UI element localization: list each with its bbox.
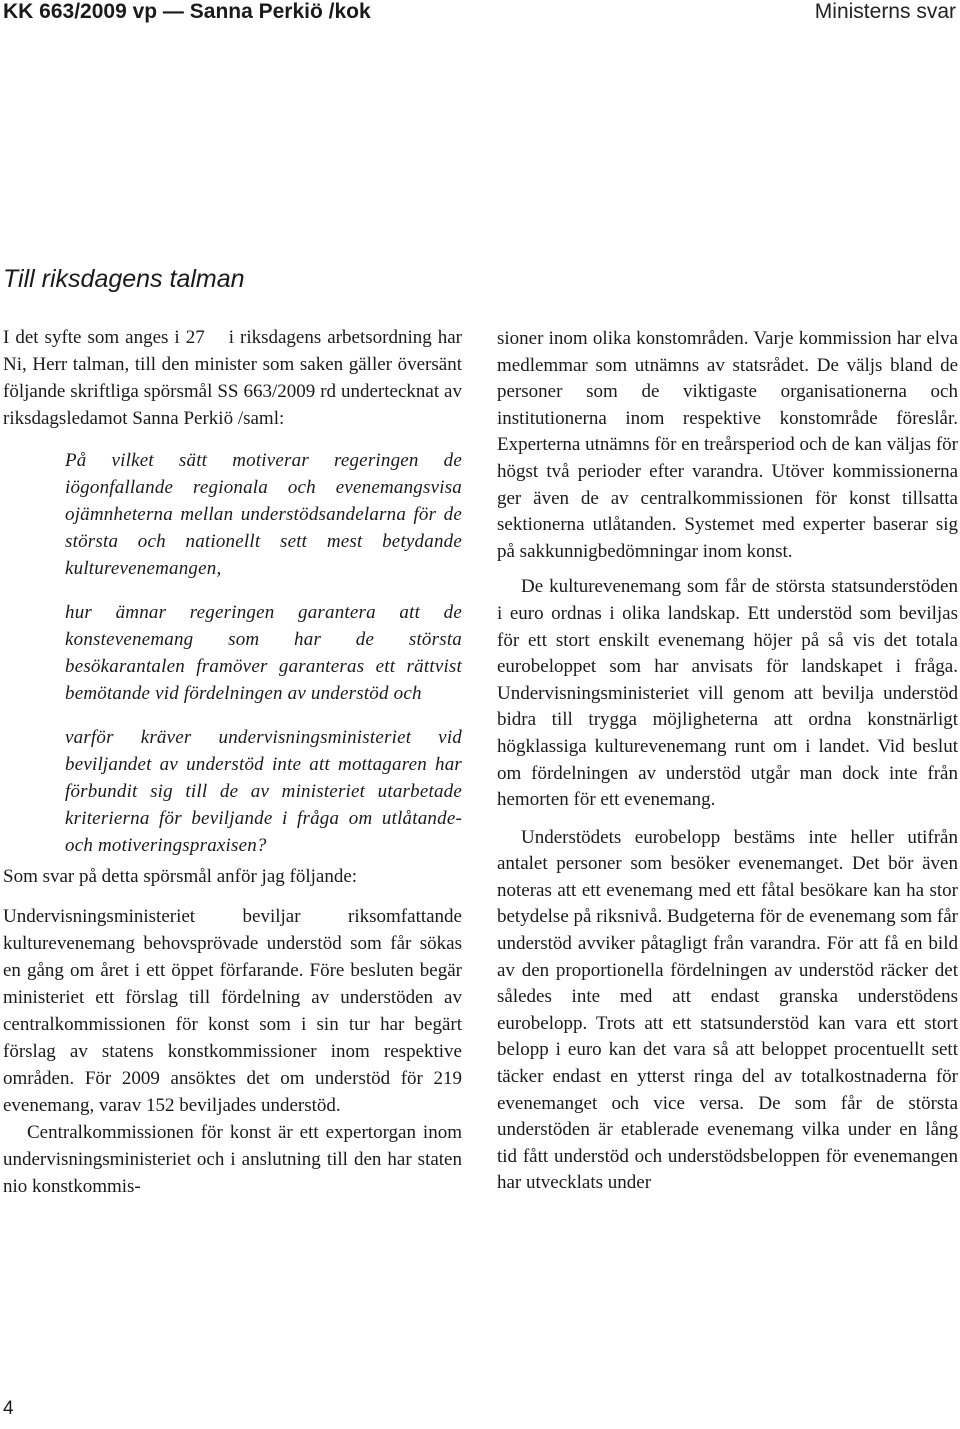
right-column (497, 326, 958, 1197)
left-paragraph-1: Undervisningsministeriet beviljar riksomfattande kulturevenemang behovsprövade understöd som får sökas en gång om året i ett öppet förfarande. Före besluten begär ministeriet ett förslag till fördelning av understöden av centralkommissionen för konst som i sin tur har begärt förslag av statens konstkommissioner inom respektive områden. För 2009 ansöktes det om understöd för 219 evenemang, varav 152 beviljades understöd. (3, 906, 462, 1116)
document-title: Till riksdagens talman (3, 265, 245, 293)
left-column (3, 324, 462, 1200)
page-number: 4 (3, 1398, 14, 1419)
question-2: hur ämnar regeringen garantera att de konstevenemang som har de största besökarantalen framöver garanteras ett rättvist bemötande vid fördelningen av understöd och (65, 602, 462, 704)
right-paragraph-2: De kulturevenemang som får de största statsunderstöden i euro ordnas i olika landskap. Ett understöd som beviljas för ett stort enskilt evenemang höjer på så vis det totala eurobeloppet som har anvisats för landskapet i fråga. Undervisningsministeriet vill genom att bevilja understöd bidra till trygga möjligheterna att ordna konstnärligt högklassiga kulturevenemang runt om i landet. Vid beslut om fördelningen av understöd utgår man dock inte från hemorten för ett evenemang. (497, 576, 958, 811)
left-paragraph-2: Centralkommissionen för konst är ett expertorgan inom undervisningsministeriet och i anslutning till den har staten nio konstkommis- (3, 1122, 462, 1197)
intro-text-after-section: i riksdagens arbetsordning har Ni, Herr talman, till den minister som saken gäller översänt följande skriftliga spörsmål SS 663/2009 rd undertecknat av riksdagsledamot Sanna Perkiö /saml: (3, 327, 462, 429)
intro-text-before-section: I det syfte som anges i 27 (3, 327, 205, 348)
right-paragraph-1: sioner inom olika konstområden. Varje kommission har elva medlemmar som utnämns av statsrådet. De väljs bland de personer som de viktigaste organisationerna och institutionerna inom respektive konstområde föreslår. Experterna utnämns för en treårsperiod och de kan väljas för högst två perioder efter varandra. Utöver kommissionerna ger även de av centralkommissionen för konst tillsatta sektionerna utlåtanden. Systemet med experter baserar sig på sakkunnigbedömningar inom konst. (497, 328, 958, 562)
right-paragraph-3: Understödets eurobelopp bestäms inte heller utifrån antalet personer som besöker evenemanget. Det bör även noteras att ett evenemang med ett fåtal besökare kan ha stor betydelse på riksnivå. Budgeterna för de evenemang som får understöd avviker påtagligt från varandra. För att få en bild av den proportionella fördelningen av understöd räcker det således inte med att endast granska understödens eurobelopp. Trots att ett statsunderstöd kan vara ett stort belopp i euro kan det vara så att beloppet procentuellt sett täcker endast en ytterst ringa del av totalkostnaderna för evenemanget och vice versa. De som får de största understöden är etablerade evenemang vilka under en lång tid fått understöd och understödsbeloppen för evenemangen har utvecklats under (497, 826, 958, 1194)
question-1: På vilket sätt motiverar regeringen de iögonfallande regionala och evenemangsvisa ojämnheterna mellan understödsandelarna för de största och nationellt sett mest betydande kulturevenemangen, (65, 450, 462, 579)
question-3: varför kräver undervisningsministeriet vid beviljandet av understöd inte att mottagaren har förbundit sig till de av ministeriet utarbetade kriterierna för beviljande i fråga om utlåtande- och motiveringspraxisen? (65, 727, 462, 856)
running-header-right: Ministerns svar (814, 0, 956, 23)
intro-paragraph (3, 324, 462, 432)
answer-intro: Som svar på detta spörsmål anför jag följande: (3, 866, 358, 887)
running-header-left: KK 663/2009 vp — Sanna Perkiö /kok (3, 0, 371, 23)
